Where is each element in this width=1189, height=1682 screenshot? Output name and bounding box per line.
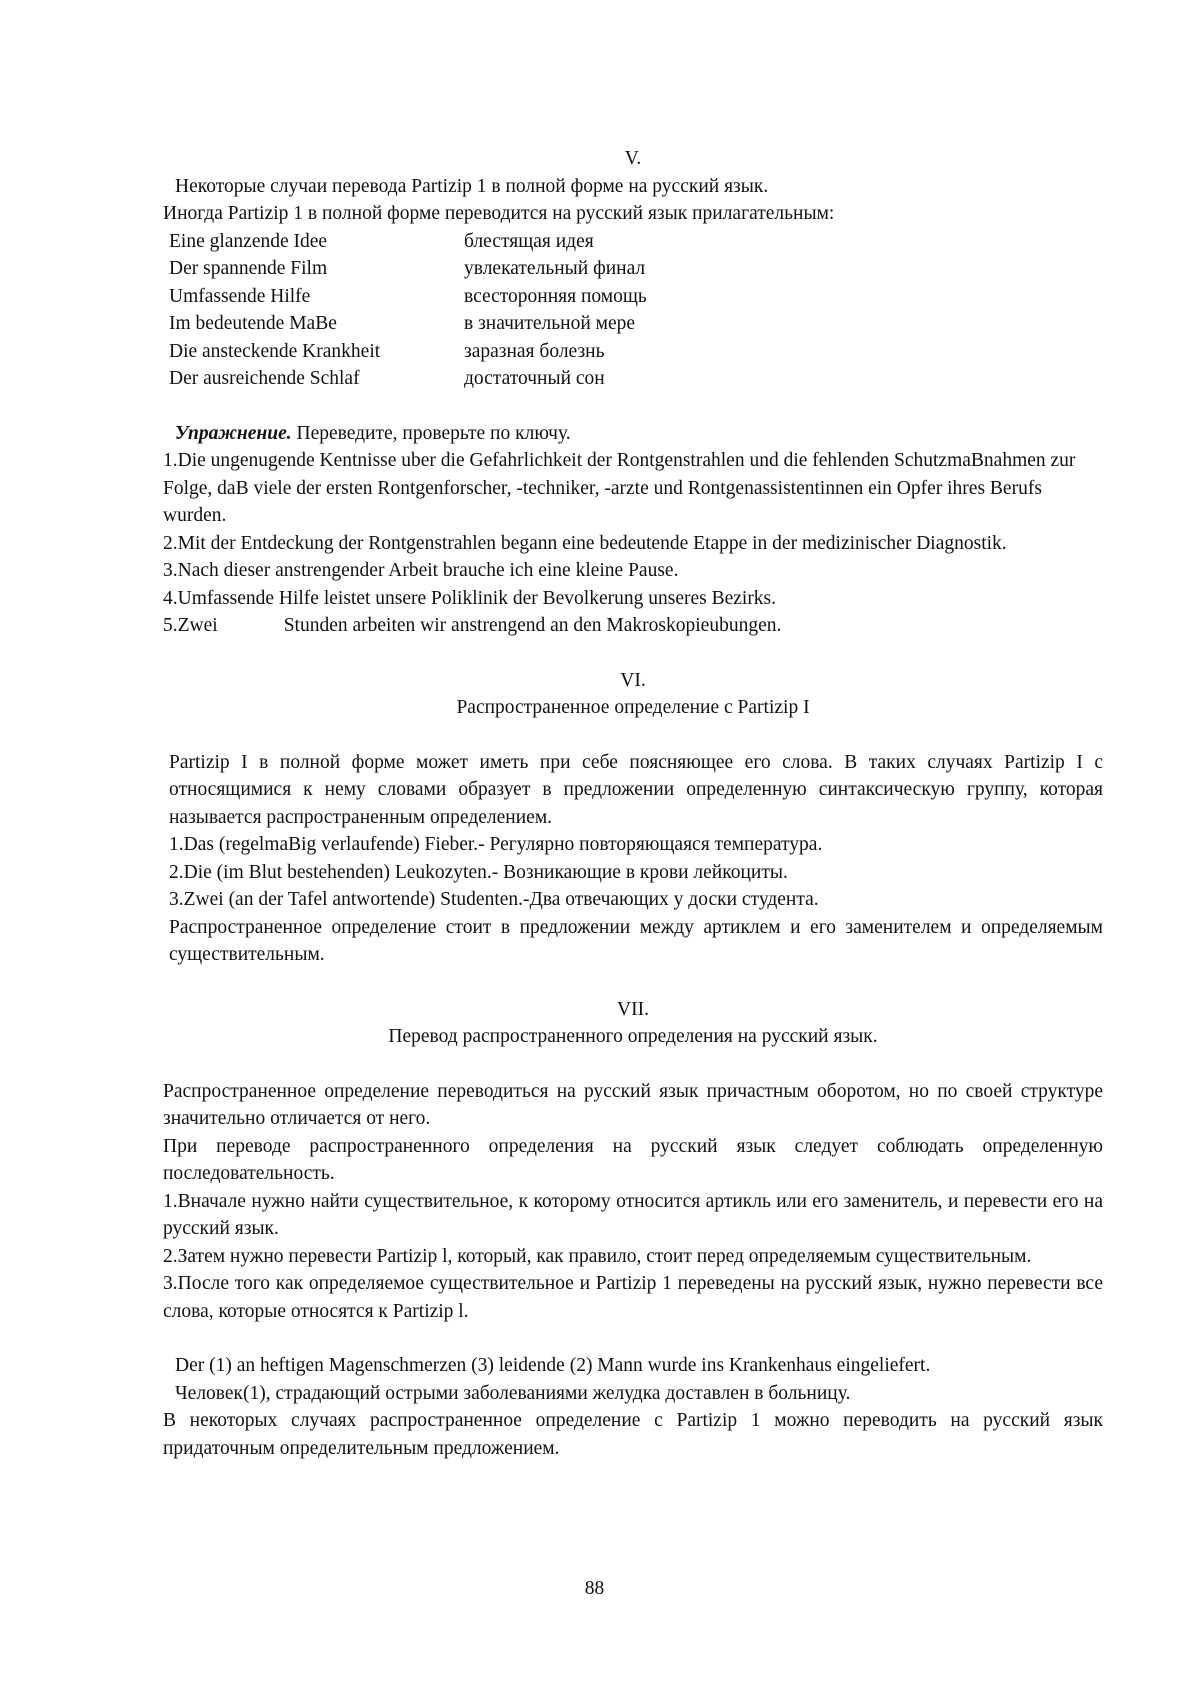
vocabulary-row — [169, 228, 1103, 256]
exercise-sentence: 3.Nach dieser anstrengender Arbeit brauche ich eine kleine Pause. — [163, 560, 679, 581]
vocabulary-german: Die ansteckende Krankheit — [169, 340, 381, 362]
exercise-heading — [163, 420, 1103, 448]
exercise-sentence — [163, 612, 1103, 640]
vocabulary-german: Der spannende Film — [169, 258, 328, 279]
section-7-step: 3.После того как определяемое существительное и Partizip 1 переведены на русский язык, нужно перевести все слова, которые относятся к Partizip l. — [163, 1273, 1103, 1322]
vocabulary-german: Eine glanzende Idee — [169, 230, 328, 252]
section-6-example: 1.Das (regelmaBig verlaufende) Fieber.- Регулярно повторяющаяся температура. — [169, 834, 823, 855]
vocabulary-russian: блестящая идея — [464, 230, 594, 252]
vocabulary-german: Umfassende Hilfe — [169, 285, 311, 307]
section-7-step: 2.Затем нужно перевести Partizip l, который, как правило, стоит перед определяемым существительным. — [163, 1245, 1032, 1267]
exercise-sentence: 4.Umfassende Hilfe leistet unsere Poliklinik der Bevolkerung unseres Bezirks. — [163, 587, 777, 609]
section-6-example: 2.Die (im Blut bestehenden) Leukozyten.- Возникающие в крови лейкоциты. — [169, 861, 788, 883]
section-5-intro-1: Некоторые случаи перевода Partizip 1 в полной форме на русский язык. — [175, 175, 769, 197]
section-7-example-russian: Человек(1), страдающий острыми заболеваниями желудка доставлен в больницу. — [175, 1382, 851, 1404]
section-7-example-german: Der (1) an heftigen Magenschmerzen (3) leidende (2) Mann wurde ins Krankenhaus eingeliefert. — [175, 1355, 931, 1376]
section-7-number: VII. — [617, 998, 649, 1020]
section-5-number: V. — [624, 148, 642, 169]
exercise-sentence-5-start: 5.Zwei — [163, 615, 218, 636]
exercise-instruction: Переведите, проверьте по ключу. — [291, 422, 571, 444]
vocabulary-row — [169, 365, 1103, 393]
section-6-paragraph-2: Распространенное определение стоит в предложении между артиклем и его заменителем и определяемым существительным. — [169, 916, 1103, 965]
section-7-step: 1.Вначале нужно найти существительное, к которому относится артикль или его заменитель, и перевести его на русский язык. — [163, 1190, 1103, 1239]
vocabulary-russian: увлекательный финал — [464, 258, 646, 279]
page-number: 88 — [584, 1578, 605, 1599]
exercise-sentence: 2.Mit der Entdeckung der Rontgenstrahlen begann eine bedeutende Etappe in der medizinischer Diagnostik. — [163, 532, 1007, 554]
section-5-intro-2: Иногда Partizip 1 в полной форме переводится на русский язык прилагательным: — [163, 203, 835, 224]
vocabulary-row — [169, 310, 1103, 338]
exercise-sentence-5-end: Stunden arbeiten wir anstrengend an den Makroskopieubungen. — [283, 615, 782, 636]
page-content — [163, 145, 1103, 1462]
vocabulary-german: Im bedeutende MaBe — [169, 313, 337, 334]
section-6-paragraph-1: Partizip I в полной форме может иметь при себе поясняющее его слова. В таких случаях Partizip I с относящимися к нему словами образует в предложении определенную синтаксическую группу, которая называется распространенным определением. — [169, 751, 1103, 828]
section-7-paragraph-3: В некоторых случаях распространенное определение с Partizip 1 можно переводить на русский язык придаточным определительным предложением. — [163, 1410, 1103, 1459]
vocabulary-row — [169, 255, 1103, 283]
section-6-number: VI. — [620, 669, 646, 691]
section-7-paragraph-1: Распространенное определение переводиться на русский язык причастным оборотом, но по своей структуре значительно отличается от него. — [163, 1080, 1103, 1129]
section-6-example: 3.Zwei (an der Tafel antwortende) Studenten.-Два отвечающих у доски студента. — [169, 889, 819, 910]
vocabulary-german: Der ausreichende Schlaf — [169, 368, 360, 389]
vocabulary-table — [163, 228, 1103, 393]
vocabulary-russian: заразная болезнь — [464, 340, 605, 362]
exercise-label: Упражнение. — [175, 422, 292, 444]
section-6-title: Распространенное определение с Partizip I — [456, 697, 810, 718]
vocabulary-russian: достаточный сон — [464, 368, 605, 389]
vocabulary-russian: в значительной мере — [464, 313, 636, 334]
section-7-paragraph-2: При переводе распространенного определения на русский язык следует соблюдать определенную последовательность. — [163, 1135, 1103, 1184]
vocabulary-row — [169, 283, 1103, 311]
section-7-title: Перевод распространенного определения на русский язык. — [388, 1026, 878, 1047]
vocabulary-russian: всесторонняя помощь — [464, 285, 647, 307]
vocabulary-row — [169, 338, 1103, 366]
exercise-sentence: 1.Die ungenugende Kentnisse uber die Gefahrlichkeit der Rontgenstrahlen und die fehlenden SchutzmaBnahmen zur Folge, daB viele der ersten Rontgenforscher, -techniker, -arzte und Rontgenassistentinnen ein Opfer ihres Berufs wurden. — [163, 450, 1076, 526]
